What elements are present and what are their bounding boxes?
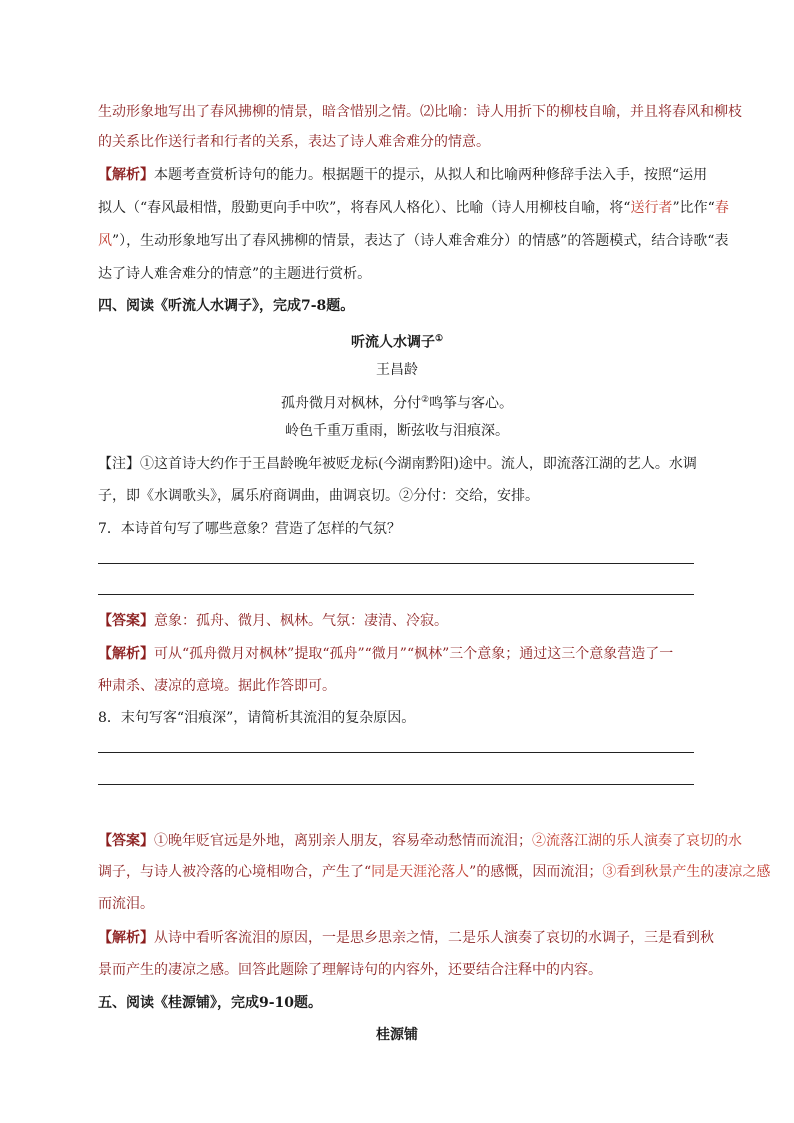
q8-answer-2b: 同是天涯沦落人 [371, 864, 470, 880]
q8-answer-1b: ②流落江湖的乐人演奏了哀切的水 [532, 833, 742, 849]
q6-analysis-red-1: 送行者 [630, 200, 673, 216]
q8-analysis-text-1: 从诗中看听客流泪的原因，一是思乡思亲之情，二是乐人演奏了哀切的水调子，三是看到秋 [154, 930, 714, 946]
poem-line-2: 岭色千重万重雨，断弦收与泪痕深。 [285, 423, 509, 439]
poem-note-line-1: 【注】①这首诗大约作于王昌龄晚年被贬龙标(今湖南黔阳)途中。流人，即流落江湖的艺人。水调 [98, 456, 697, 472]
q6-analysis-red-3: 风 [98, 233, 112, 249]
answer-line-q7-2[interactable] [98, 594, 694, 595]
q8-answer-1a: ①晚年贬官远是外地，离别亲人朋友，容易牵动愁情而流泪； [154, 833, 532, 849]
analysis-tag: 【解析】 [98, 167, 154, 183]
q8-answer-line-2 [98, 863, 771, 881]
q6-analysis-red-2: 春 [714, 200, 729, 216]
q8-analysis-line-1 [98, 929, 728, 947]
section-5-heading: 五、阅读《桂源铺》，完成9-10题。 [98, 995, 323, 1011]
answer-line-q8-2[interactable] [98, 784, 694, 785]
q8-analysis-line-2: 景而产生的凄凉之感。回答此题除了理解诗句的内容外，还要结合注释中的内容。 [98, 962, 602, 978]
q7-analysis-line-1 [98, 645, 728, 663]
poem-line-1a: 孤舟微月对枫林，分付 [280, 395, 421, 412]
q6-analysis-text-3: ”），生动形象地写出了春风拂柳的情景，表达了（诗人难舍难分）的情感”的答题模式，结合诗歌“表 [112, 233, 729, 249]
analysis-tag: 【解析】 [98, 646, 154, 662]
q6-analysis-line-4: 达了诗人难舍难分的情意”的主题进行赏析。 [98, 266, 372, 282]
q6-answer-line-2: 的关系比作送行者和行者的关系，表达了诗人难舍难分的情意。 [98, 134, 490, 150]
poem-title [0, 330, 794, 352]
q6-analysis-text-1: 本题考查赏析诗句的能力。根据题干的提示，从拟人和比喻两种修辞手法入手，按照“运用 [154, 167, 708, 183]
poem-line-1b: 鸣筝与客心。 [429, 395, 514, 412]
q7-analysis-line-2: 种肃杀、凄凉的意境。据此作答即可。 [98, 678, 336, 694]
q8-answer-line-1 [98, 832, 742, 850]
q6-analysis-text-2: 拟人（“春风最相惜，殷勤更向手中吹”，将春风人格化）、比喻（诗人用柳枝自喻，将“ [98, 200, 631, 216]
q8-answer-2a: 调子，与诗人被冷落的心境相吻合，产生了“ [98, 864, 372, 880]
question-8: 8．末句写客“泪痕深”，请简析其流泪的复杂原因。 [98, 710, 416, 726]
q6-analysis-text-2b: ”比作“ [672, 200, 715, 216]
poem-line-1-mark: ② [420, 395, 430, 405]
poem-note-line-2: 子，即《水调歌头》，属乐府商调曲，曲调哀切。②分付：交给，安排。 [98, 488, 539, 504]
q7-analysis-text-1: 可从“孤舟微月对枫林”提取“孤舟”“微月”“枫林”三个意象；通过这三个意象营造了一 [154, 646, 674, 662]
q6-analysis-line-2 [98, 199, 728, 217]
q7-answer-text: 意象：孤舟、微月、枫林。气氛：凄清、冷寂。 [154, 613, 448, 629]
analysis-tag: 【解析】 [98, 930, 154, 946]
answer-tag: 【答案】 [98, 833, 154, 849]
q8-answer-2c: ”的感慨，因而流泪； [469, 864, 603, 880]
q8-answer-2d: ③看到秋景产生的凄凉之感 [602, 864, 771, 880]
q6-analysis-line-3 [98, 232, 728, 250]
poem-author: 王昌龄 [376, 362, 418, 378]
section-4-heading: 四、阅读《听流人水调子》，完成7-8题。 [98, 298, 355, 314]
q6-analysis-line-1 [98, 166, 728, 184]
question-7: 7．本诗首句写了哪些意象？营造了怎样的气氛？ [98, 521, 401, 537]
poem-line-1 [0, 391, 794, 413]
section-5-poem-title: 桂源铺 [376, 1027, 418, 1043]
poem-note-mark: ① [434, 334, 444, 344]
q6-answer-line-1: 生动形象地写出了春风拂柳的情景，暗含惜别之情。⑵比喻：诗人用折下的柳枝自喻，并且将春风和柳枝 [98, 104, 742, 120]
poem-title-text: 听流人水调子 [350, 334, 435, 351]
answer-line-q8-1[interactable] [98, 752, 694, 753]
q8-answer-line-3: 而流泪。 [98, 896, 154, 912]
q7-answer [98, 612, 728, 630]
answer-tag: 【答案】 [98, 613, 154, 629]
answer-line-q7-1[interactable] [98, 563, 694, 564]
